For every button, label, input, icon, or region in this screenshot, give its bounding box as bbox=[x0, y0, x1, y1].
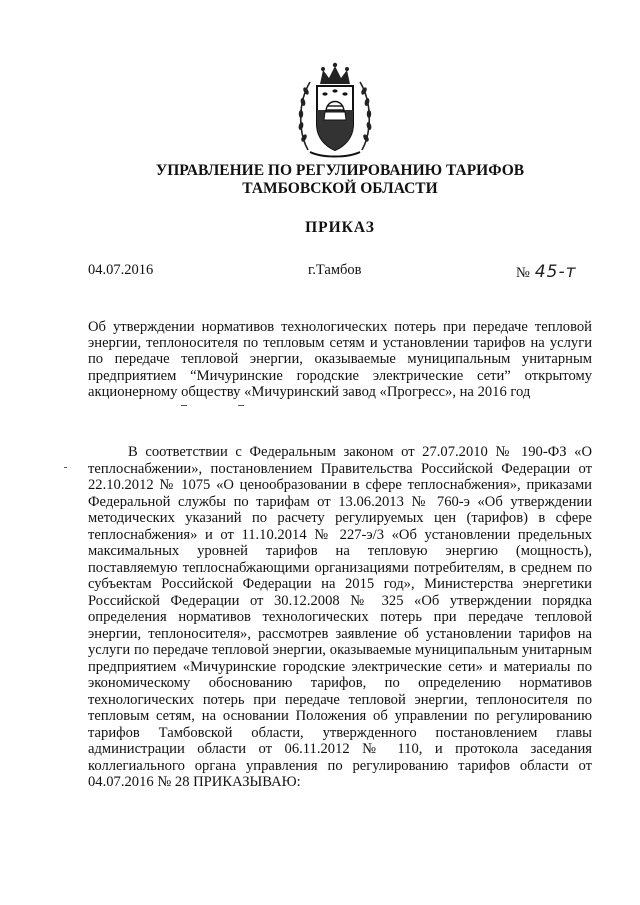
scan-mark bbox=[181, 405, 187, 406]
agency-name-line1: УПРАВЛЕНИЕ ПО РЕГУЛИРОВАНИЮ ТАРИФОВ bbox=[155, 162, 525, 179]
scan-mark bbox=[238, 405, 244, 406]
coat-of-arms-emblem bbox=[296, 62, 374, 160]
scan-mark bbox=[64, 467, 67, 468]
order-number-block bbox=[516, 262, 577, 282]
order-number-handwritten: 45-т bbox=[534, 262, 577, 282]
order-city: г.Тамбов bbox=[308, 262, 362, 278]
document-type-title: ПРИКАЗ bbox=[305, 219, 375, 236]
order-date: 04.07.2016 bbox=[88, 262, 154, 278]
order-subject: Об утверждении нормативов технологических потерь при передаче тепловой энергии, теплоносителя по тепловым сетям и установлении тарифов на услуги по передаче тепловой энергии, оказываемые муниципальным унитарным предприятием “Мичуринские городские электрические сети” открытому акционерному обществу «Мичуринский завод «Прогресс», на 2016 год bbox=[88, 319, 592, 400]
order-preamble-paragraph: В соответствии с Федеральным законом от 27.07.2010 № 190-ФЗ «О теплоснабжении», постановлением Правительства Российской Федерации от 22.10.2012 № 1075 «О ценообразовании в сфере теплоснабжения», приказами Федеральной службы по тарифам от 13.06.2013 № 760-э «Об утверждении методических указаний по расчету регулируемых цен (тарифов) в сфере теплоснабжения» и от 11.10.2014 № 227-э/3 «Об установлении предельных максимальных уровней тарифов на тепловую энергию (мощность), поставляемую теплоснабжающими организациями потребителям, в среднем по субъектам Российской Федерации на 2015 год», Министерства энергетики Российской Федерации от 30.12.2008 № 325 «Об утверждении порядка определения нормативов технологических потерь при передаче тепловой энергии, теплоносителя», рассмотрев заявление об установлении тарифов на услуги по передаче тепловой энергии, оказываемые муниципальным унитарным предприятием «Мичуринские городские электрические сети» и материалы по экономическому обоснованию тарифов, по определению нормативов технологических потерь при передаче тепловой энергии, теплоносителя по тепловым сетям, на основании Положения об управлении по регулированию тарифов Тамбовской области, утвержденного постановлением главы администрации области от 06.11.2012 № 110, и протокола заседания коллегиального органа управления по регулированию тарифов области от 04.07.2016 № 28 ПРИКАЗЫВАЮ: bbox=[88, 444, 592, 790]
agency-name-line2: ТАМБОВСКОЙ ОБЛАСТИ bbox=[242, 180, 438, 197]
number-sign: № bbox=[516, 265, 530, 281]
